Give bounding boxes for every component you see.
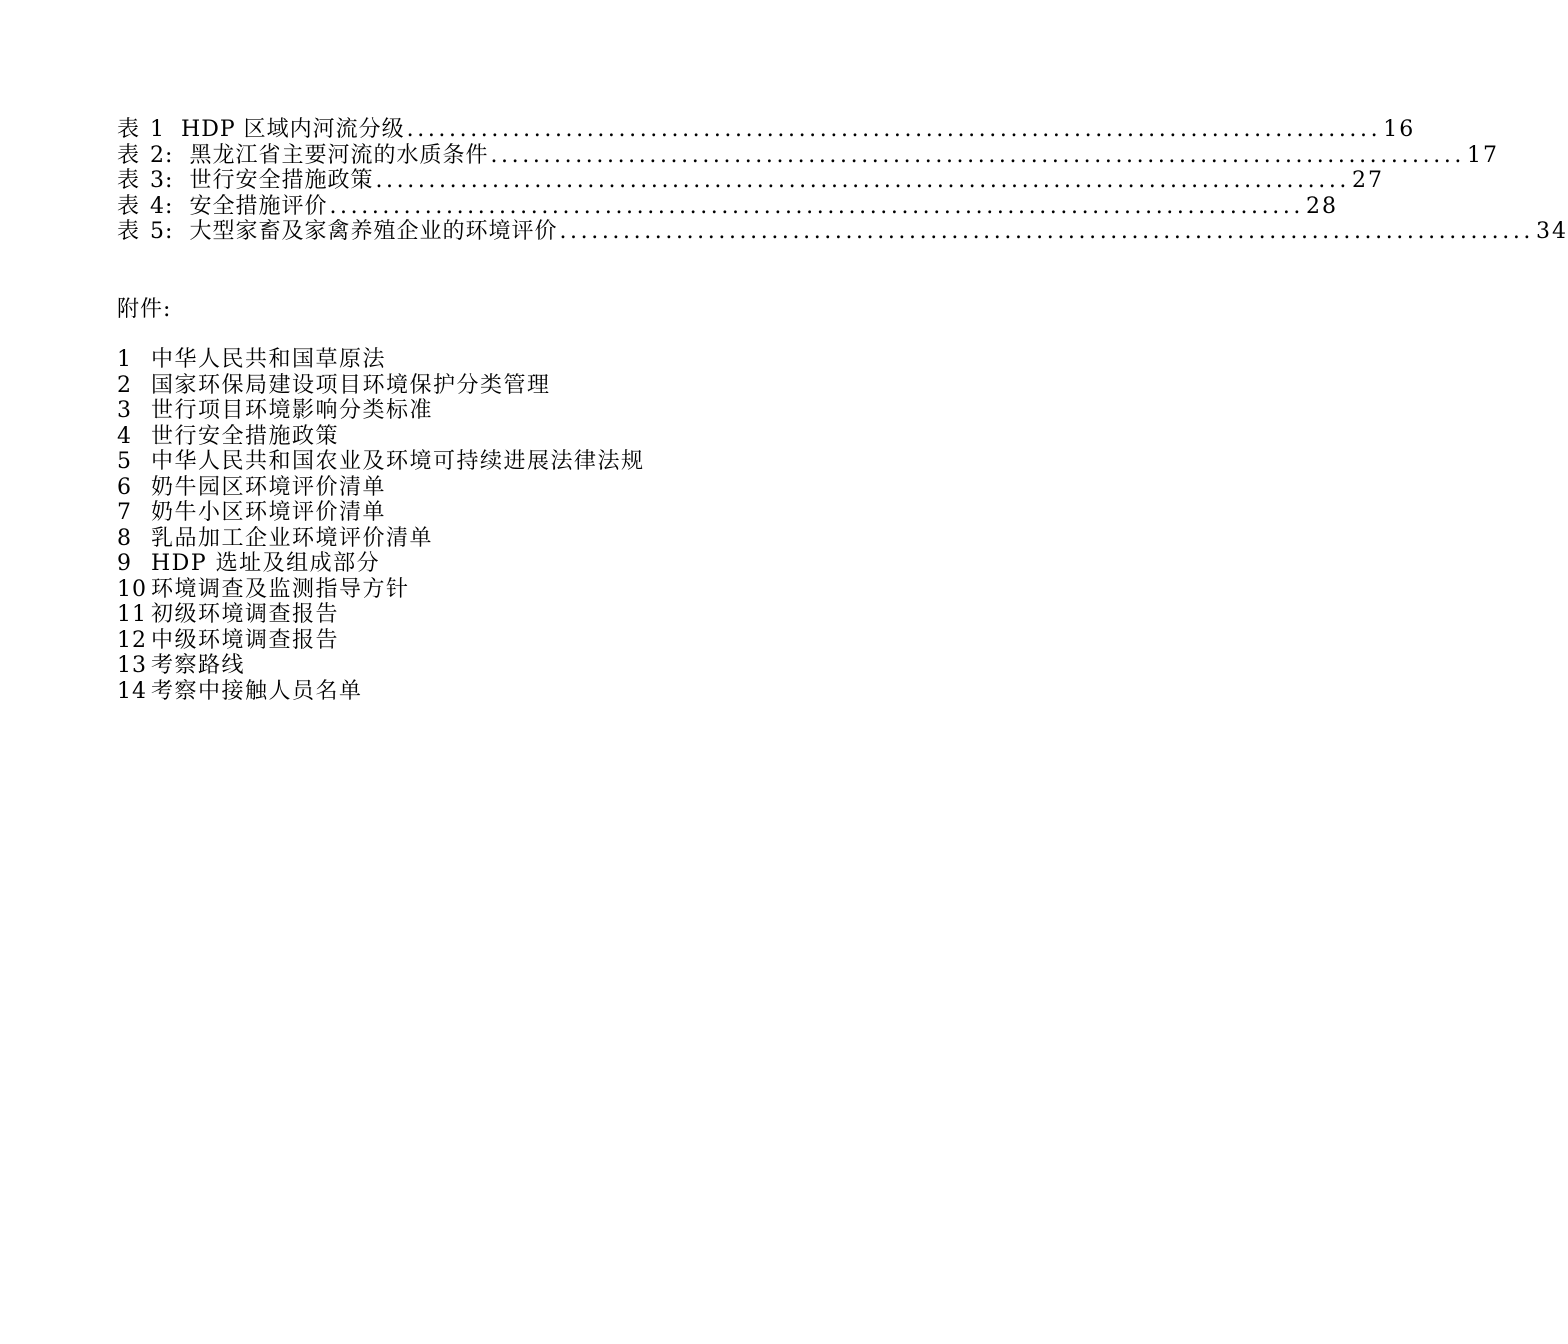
toc-entry-title: 安全措施评价 <box>189 193 328 219</box>
annex-item-text: 奶牛园区环境评价清单 <box>151 474 387 500</box>
toc-entry-label: 表 1 <box>117 117 166 142</box>
annex-item-text: 环境调查及监测指导方针 <box>151 576 410 602</box>
toc-entry-label: 表 4: <box>117 193 174 219</box>
annex-item-number: 5 <box>117 449 132 474</box>
toc-leader-dots: ............................................................................................ <box>375 168 1351 193</box>
annex-item-text: 中华人民共和国草原法 <box>151 347 387 372</box>
toc-leader-dots: ............................................................................................ <box>406 117 1382 142</box>
annex-item-text: 乳品加工企业环境评价清单 <box>151 525 434 551</box>
toc-entry-title: 黑龙江省主要河流的水质条件 <box>189 142 489 168</box>
table-of-tables <box>117 117 1568 245</box>
annex-item-number: 4 <box>117 423 132 449</box>
annex-list <box>117 347 817 704</box>
list-item <box>117 347 817 373</box>
list-item <box>117 398 817 424</box>
toc-entry-title: HDP 区域内河流分级 <box>181 117 405 142</box>
annex-item-text: HDP 选址及组成部分 <box>151 551 381 576</box>
annex-item-text: 中级环境调查报告 <box>151 627 340 653</box>
annex-item-number: 1 <box>117 347 132 372</box>
list-item <box>117 551 817 577</box>
annex-item-text: 考察中接触人员名单 <box>151 678 363 704</box>
toc-leader-dots: ............................................................................................ <box>559 219 1535 244</box>
list-item <box>117 577 817 603</box>
toc-entry-page: 34 <box>1536 219 1568 244</box>
annex-item-number: 10 <box>117 576 147 602</box>
toc-entry-label: 表 2: <box>117 142 174 168</box>
annex-item-number: 13 <box>117 653 147 678</box>
annex-heading: 附件: <box>117 297 172 322</box>
annex-item-text: 奶牛小区环境评价清单 <box>151 500 387 525</box>
toc-entry[interactable] <box>117 219 1568 245</box>
toc-entry[interactable] <box>117 193 1339 220</box>
list-item <box>117 475 817 501</box>
toc-entry-page: 17 <box>1467 142 1500 168</box>
toc-entry[interactable] <box>117 117 1416 143</box>
list-item <box>117 628 817 654</box>
annex-item-number: 2 <box>117 372 132 398</box>
toc-entry[interactable] <box>117 168 1385 194</box>
annex-item-number: 3 <box>117 398 132 423</box>
list-item <box>117 679 817 705</box>
annex-item-number: 14 <box>117 678 147 704</box>
list-item <box>117 602 817 628</box>
list-item <box>117 449 817 475</box>
annex-item-text: 考察路线 <box>151 653 246 678</box>
annex-item-number: 6 <box>117 474 132 500</box>
toc-entry-page: 28 <box>1306 193 1339 219</box>
list-item <box>117 653 817 679</box>
toc-entry[interactable] <box>117 142 1500 169</box>
list-item <box>117 373 817 399</box>
annex-item-text: 初级环境调查报告 <box>151 602 340 627</box>
annex-item-number: 9 <box>117 551 132 576</box>
toc-leader-dots: ............................................................................................ <box>490 142 1466 168</box>
toc-leader-dots: ............................................................................................ <box>329 193 1305 219</box>
toc-entry-title: 世行安全措施政策 <box>189 168 374 193</box>
annex-item-text: 国家环保局建设项目环境保护分类管理 <box>151 372 551 398</box>
toc-entry-label: 表 5: <box>117 219 174 244</box>
annex-item-number: 7 <box>117 500 132 525</box>
annex-item-number: 12 <box>117 627 147 653</box>
annex-item-text: 世行项目环境影响分类标准 <box>151 398 434 423</box>
annex-item-number: 8 <box>117 525 132 551</box>
list-item <box>117 526 817 552</box>
toc-entry-page: 16 <box>1383 117 1416 142</box>
toc-entry-title: 大型家畜及家禽养殖企业的环境评价 <box>189 219 558 244</box>
list-item <box>117 500 817 526</box>
annex-item-number: 11 <box>117 602 147 627</box>
annex-item-text: 世行安全措施政策 <box>151 423 340 449</box>
list-item <box>117 424 817 450</box>
annex-item-text: 中华人民共和国农业及环境可持续进展法律法规 <box>151 449 645 474</box>
toc-entry-page: 27 <box>1352 168 1385 193</box>
toc-entry-label: 表 3: <box>117 168 174 193</box>
